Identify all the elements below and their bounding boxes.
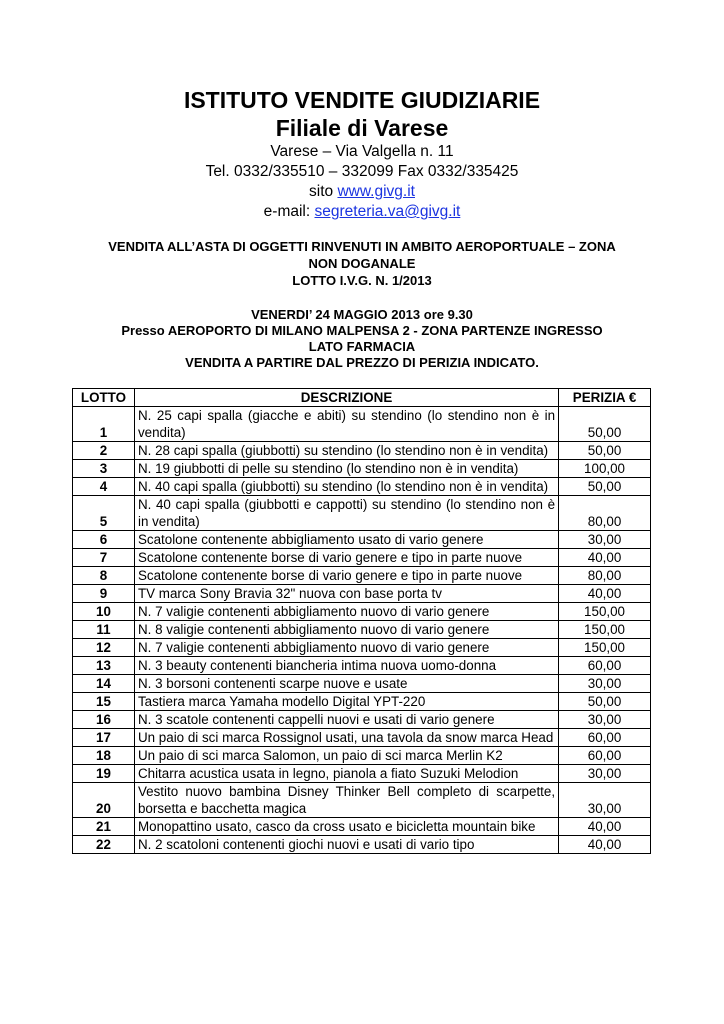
- lot-description: N. 8 valigie contenenti abbigliamento nuovo di vario genere: [134, 621, 558, 639]
- lot-number: 16: [73, 711, 135, 729]
- lot-appraisal: 30,00: [559, 765, 651, 783]
- header-descrizione: DESCRIZIONE: [134, 389, 558, 407]
- lot-number: 4: [73, 478, 135, 496]
- lot-number: 12: [73, 639, 135, 657]
- email-line: [0, 202, 724, 222]
- lot-number: 7: [73, 549, 135, 567]
- table-row: [73, 585, 651, 603]
- table-row: [73, 783, 651, 818]
- lot-appraisal: 80,00: [559, 567, 651, 585]
- lot-description: Un paio di sci marca Rossignol usati, una tavola da snow marca Head: [134, 729, 558, 747]
- lot-appraisal: 80,00: [559, 496, 651, 531]
- event-location-line-2: LATO FARMACIA: [308, 339, 416, 354]
- lot-description: Scatolone contenente borse di vario genere e tipo in parte nuove: [134, 567, 558, 585]
- lot-description: N. 40 capi spalla (giubbotti) su stendino (lo stendino non è in vendita): [134, 478, 558, 496]
- table-row: [73, 442, 651, 460]
- header-perizia: PERIZIA €: [559, 389, 651, 407]
- lot-description: Monopattino usato, casco da cross usato e bicicletta mountain bike: [134, 818, 558, 836]
- lot-number: 22: [73, 836, 135, 854]
- table-row: [73, 818, 651, 836]
- email-link[interactable]: segreteria.va@givg.it: [314, 203, 461, 220]
- phone-line: Tel. 0332/335510 – 332099 Fax 0332/335425: [205, 163, 519, 180]
- lot-appraisal: 30,00: [559, 711, 651, 729]
- lot-number: 11: [73, 621, 135, 639]
- lot-description: Scatolone contenente borse di vario genere e tipo in parte nuove: [134, 549, 558, 567]
- lot-description: Chitarra acustica usata in legno, pianola a fiato Suzuki Melodion: [134, 765, 558, 783]
- lot-number: 5: [73, 496, 135, 531]
- lot-description: Vestito nuovo bambina Disney Thinker Bell completo di scarpette, borsetta e bacchetta magica: [134, 783, 558, 818]
- lot-number: 9: [73, 585, 135, 603]
- table-row: [73, 836, 651, 854]
- lot-description: N. 25 capi spalla (giacche e abiti) su stendino (lo stendino non è in vendita): [134, 407, 558, 442]
- lot-description: Scatolone contenente abbigliamento usato di vario genere: [134, 531, 558, 549]
- lot-appraisal: 40,00: [559, 836, 651, 854]
- lots-table: [72, 388, 651, 854]
- branch-subtitle: Filiale di Varese: [275, 115, 449, 141]
- lot-number: 6: [73, 531, 135, 549]
- site-link[interactable]: www.givg.it: [337, 183, 415, 200]
- table-row: [73, 711, 651, 729]
- lot-number: 2: [73, 442, 135, 460]
- table-row: [73, 657, 651, 675]
- table-row: [73, 675, 651, 693]
- table-row: [73, 567, 651, 585]
- lot-appraisal: 60,00: [559, 729, 651, 747]
- lot-number: 14: [73, 675, 135, 693]
- table-row: [73, 549, 651, 567]
- event-price-note: VENDITA A PARTIRE DAL PREZZO DI PERIZIA INDICATO.: [185, 355, 539, 370]
- table-row: [73, 496, 651, 531]
- email-prefix: e-mail:: [263, 203, 315, 220]
- sale-heading-line-2: NON DOGANALE: [308, 256, 416, 271]
- lot-description: Tastiera marca Yamaha modello Digital YPT-220: [134, 693, 558, 711]
- lot-number: 3: [73, 460, 135, 478]
- lot-description: N. 3 beauty contenenti biancheria intima nuova uomo-donna: [134, 657, 558, 675]
- table-row: [73, 693, 651, 711]
- lot-description: N. 40 capi spalla (giubbotti e cappotti) su stendino (lo stendino non è in vendita): [134, 496, 558, 531]
- lot-appraisal: 30,00: [559, 783, 651, 818]
- lot-number: 19: [73, 765, 135, 783]
- lot-appraisal: 150,00: [559, 621, 651, 639]
- sale-lot-reference: LOTTO I.V.G. N. 1/2013: [292, 273, 432, 288]
- lot-description: N. 2 scatoloni contenenti giochi nuovi e usati di vario tipo: [134, 836, 558, 854]
- lot-number: 20: [73, 783, 135, 818]
- table-row: [73, 478, 651, 496]
- lot-number: 18: [73, 747, 135, 765]
- lot-number: 1: [73, 407, 135, 442]
- lot-description: N. 7 valigie contenenti abbigliamento nuovo di vario genere: [134, 639, 558, 657]
- lot-appraisal: 40,00: [559, 549, 651, 567]
- lot-number: 13: [73, 657, 135, 675]
- sale-heading-line-1: VENDITA ALL’ASTA DI OGGETTI RINVENUTI IN AMBITO AEROPORTUALE – ZONA: [108, 239, 616, 254]
- table-row: [73, 729, 651, 747]
- table-row: [73, 460, 651, 478]
- event-date: VENERDI’ 24 MAGGIO 2013 ore 9.30: [251, 307, 473, 322]
- lot-description: N. 3 borsoni contenenti scarpe nuove e usate: [134, 675, 558, 693]
- lot-appraisal: 150,00: [559, 639, 651, 657]
- table-row: [73, 531, 651, 549]
- lot-description: N. 3 scatole contenenti cappelli nuovi e usati di vario genere: [134, 711, 558, 729]
- lot-number: 15: [73, 693, 135, 711]
- lot-description: TV marca Sony Bravia 32" nuova con base porta tv: [134, 585, 558, 603]
- lot-appraisal: 40,00: [559, 818, 651, 836]
- lot-appraisal: 50,00: [559, 442, 651, 460]
- lot-appraisal: 50,00: [559, 407, 651, 442]
- lot-number: 10: [73, 603, 135, 621]
- table-row: [73, 747, 651, 765]
- page-title: ISTITUTO VENDITE GIUDIZIARIE: [183, 87, 541, 113]
- lot-appraisal: 100,00: [559, 460, 651, 478]
- table-row: [73, 621, 651, 639]
- lots-table-body: [73, 407, 651, 854]
- lot-appraisal: 30,00: [559, 531, 651, 549]
- lot-appraisal: 60,00: [559, 747, 651, 765]
- event-location-line-1: Presso AEROPORTO DI MILANO MALPENSA 2 - ZONA PARTENZE INGRESSO: [121, 323, 603, 338]
- table-row: [73, 603, 651, 621]
- lot-description: N. 28 capi spalla (giubbotti) su stendino (lo stendino non è in vendita): [134, 442, 558, 460]
- lot-description: N. 7 valigie contenenti abbigliamento nuovo di vario genere: [134, 603, 558, 621]
- table-header-row: [73, 389, 651, 407]
- table-row: [73, 639, 651, 657]
- lot-number: 21: [73, 818, 135, 836]
- lot-number: 8: [73, 567, 135, 585]
- lot-appraisal: 60,00: [559, 657, 651, 675]
- header-lotto: LOTTO: [73, 389, 135, 407]
- address-line: Varese – Via Valgella n. 11: [270, 143, 454, 160]
- lot-appraisal: 30,00: [559, 675, 651, 693]
- site-line: [0, 182, 724, 202]
- table-row: [73, 407, 651, 442]
- lot-number: 17: [73, 729, 135, 747]
- site-prefix: sito: [309, 183, 338, 200]
- lot-appraisal: 50,00: [559, 693, 651, 711]
- lot-description: N. 19 giubbotti di pelle su stendino (lo stendino non è in vendita): [134, 460, 558, 478]
- lot-appraisal: 40,00: [559, 585, 651, 603]
- lot-appraisal: 150,00: [559, 603, 651, 621]
- table-row: [73, 765, 651, 783]
- lot-appraisal: 50,00: [559, 478, 651, 496]
- lot-description: Un paio di sci marca Salomon, un paio di sci marca Merlin K2: [134, 747, 558, 765]
